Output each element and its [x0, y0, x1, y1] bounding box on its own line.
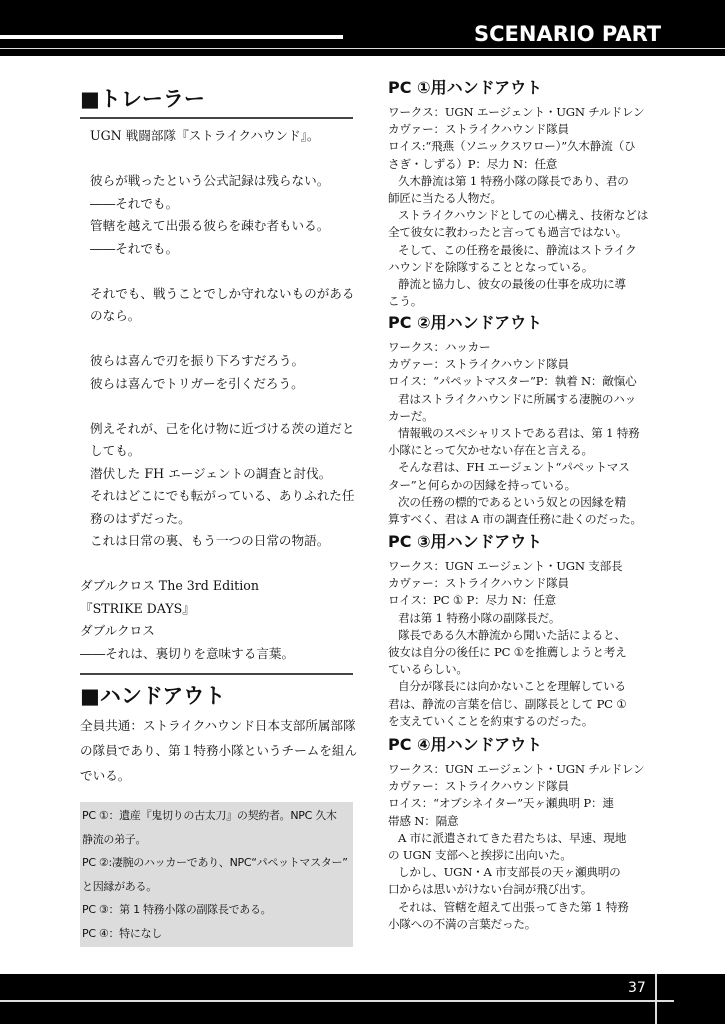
intro-line: 全員共通：ストライクハウンド日本支部所属部隊 [80, 718, 356, 733]
trailer-line: それはどこにでも転がっている、ありふれた任 [90, 488, 355, 503]
trailer-line: ダブルクロス [80, 623, 155, 638]
trailer-line: UGN 戦闘部隊『ストライクハウンド』。 [90, 128, 320, 143]
pc-handout-line: そんな君は、FH エージェント“パペットマス [398, 460, 630, 475]
trailer-line [80, 395, 353, 418]
pc-handout-line: ター”と何らかの因縁を持っている。 [388, 477, 577, 492]
pc-handout-line: ワークス：UGN エージェント・UGN 支部長 [388, 559, 623, 573]
trailer-line: 彼らは喜んで刃を振り下ろすだろう。 [90, 353, 305, 368]
pc-handout-line: を支えていくことを約束するのだった。 [388, 713, 594, 728]
trailer-line: しても。 [90, 443, 141, 458]
trailer-line: ――それは、裏切りを意味する言葉。 [80, 645, 295, 661]
pc-handout-line: 自分が隊長には向かないことを理解している [398, 679, 626, 694]
summary-line: PC ③：第 1 特務小隊の副隊長である。 [82, 903, 272, 916]
pc-handout-line: 情報戦のスペシャリストである君は、第 1 特務 [398, 426, 640, 441]
pc-handout-heading: PC ②用ハンドアウト [388, 313, 543, 332]
summary-line: と因縁がある。 [82, 879, 157, 893]
trailer-line: ダブルクロス The 3rd Edition [80, 578, 259, 593]
pc-handout-line: ロイス：PC ① P：尽力 N：任意 [388, 593, 556, 608]
intro-line: でいる。 [80, 768, 131, 783]
pc-handout-heading: PC ③用ハンドアウト [388, 532, 543, 551]
trailer-line: 潜伏した FH エージェントの調査と討伐。 [90, 465, 332, 481]
pc-handout-line: 算すべく、君は A 市の調査任務に赴くのだった。 [388, 512, 642, 527]
pc-handout-line: A 市に派遣されてきた君たちは、早速、現地 [398, 830, 627, 845]
trailer-line: 彼らが戦ったという公式記録は残らない。 [90, 173, 330, 188]
trailer-line: ――それでも。 [90, 240, 179, 256]
divider [80, 117, 353, 119]
trailer-line: 『STRIKE DAYS』 [80, 600, 195, 616]
pc-handout-line: ワークス：UGN エージェント・UGN チルドレン [388, 762, 645, 776]
pc-handout-line: ワークス：UGN エージェント・UGN チルドレン [388, 105, 645, 119]
page-footer [0, 974, 725, 1024]
pc-handout-line: の UGN 支部へと挨拶に出向いた。 [388, 848, 572, 863]
trailer-text [80, 125, 353, 665]
pc-handout-line: 口からは思いがけない台詞が飛び出す。 [388, 882, 593, 897]
pc-summary-box [80, 802, 353, 947]
pc-handout-line: 君は、静流の言葉を信じ、副隊長として PC ① [388, 696, 627, 711]
trailer-line [80, 553, 353, 576]
trailer-line: 彼らは喜んでトリガーを引くだろう。 [90, 375, 304, 391]
trailer-line [80, 260, 353, 283]
pc-handout-line: ストライクハウンドとしての心構え、技術などは [398, 208, 649, 223]
pc-handout-line: カヴァー：ストライクハウンド隊員 [388, 576, 569, 591]
pc-handout-line: 帯感 N：隔意 [388, 813, 459, 828]
summary-line: PC ②:凄腕のハッカーであり、NPC“パペットマスター” [82, 856, 348, 869]
pc-handout-line: 久木静流は第 1 特務小隊の隊長であり、君の [398, 173, 629, 188]
intro-line: の隊員であり、第１特務小隊というチームを組ん [80, 743, 358, 758]
pc-handout-line: カヴァー：ストライクハウンド隊員 [388, 357, 569, 372]
pc-handout-line: 君は第 1 特務小隊の副隊長だ。 [398, 610, 561, 625]
page-number: 37 [628, 980, 646, 996]
pc-handout-line: ロイス:“飛燕（ソニックスワロー）”久木静流（ひ [388, 139, 636, 154]
trailer-line [80, 328, 353, 351]
summary-line: PC ①：遺産『鬼切りの古太刀』の契約者。NPC 久木 [82, 809, 337, 822]
trailer-heading: ■トレーラー [80, 87, 205, 111]
pc-handout-line: 小隊への不満の言葉だった。 [388, 916, 537, 931]
left-column [80, 84, 358, 947]
pc-handout-line: 次の任務の標的であるという奴との因縁を精 [398, 494, 626, 509]
trailer-line: のなら。 [90, 308, 141, 323]
trailer-line: これは日常の裏、もう一つの日常の物語。 [90, 533, 330, 548]
trailer-line: ――それでも。 [90, 195, 179, 211]
pc-handout-line: ロイス：“パペットマスター”P：執着 N：敵愾心 [388, 374, 637, 389]
trailer-line: 務のはずだった。 [90, 510, 191, 526]
pc-handout-line: こう。 [388, 294, 423, 309]
pc-handout-line: 隊長である久木静流から聞いた話によると、 [398, 627, 626, 642]
pc-handout-line: 全て彼女に教わったと言っても過言ではない。 [388, 225, 628, 240]
section-title: SCENARIO PART [474, 22, 662, 46]
header-rule-thick [0, 35, 343, 39]
pc-handout-line: カヴァー：ストライクハウンド隊員 [388, 779, 569, 794]
footer-rule [0, 1000, 674, 1002]
pc-handout-line: しかし、UGN・A 市支部長の天ヶ瀬典明の [398, 865, 621, 880]
pc-handout-line: ワークス：ハッカー [388, 340, 491, 354]
handout-heading: ■ハンドアウト [80, 684, 226, 708]
pc-handout-line: さぎ・しずる）P：尽力 N：任意 [388, 156, 558, 171]
pc-handout-line: ているらしい。 [388, 662, 468, 677]
summary-line: PC ④：特になし [82, 926, 162, 940]
pc-handout-1 [388, 76, 648, 310]
trailer-line: 例えそれが、己を化け物に近づける茨の道だと [90, 420, 355, 436]
trailer-line [80, 148, 353, 171]
divider [80, 673, 353, 675]
summary-line: 静流の弟子。 [82, 832, 147, 846]
header-rule-thin [0, 48, 725, 49]
pc-handout-line: ロイス：“オブシネイター”天ヶ瀬典明 P：連 [388, 796, 614, 811]
footer-vertical-rule [655, 974, 657, 1024]
pc-handout-4 [388, 733, 644, 933]
page-header [0, 0, 725, 56]
trailer-line: それでも、戦うことでしか守れないものがある [90, 285, 355, 301]
pc-handout-line: カヴァー：ストライクハウンド隊員 [388, 122, 569, 137]
handout-intro [80, 713, 358, 788]
pc-handout-line: 君はストライクハウンドに所属する凄腕のハッ [398, 391, 636, 406]
pc-handout-line: カーだ。 [388, 408, 434, 423]
pc-handout-line: 静流と協力し、彼女の最後の仕事を成功に導 [398, 277, 626, 292]
pc-handout-2 [388, 311, 642, 528]
pc-handout-line: 彼女は自分の後任に PC ①を推薦しようと考え [388, 645, 627, 660]
pc-handout-heading: PC ①用ハンドアウト [388, 78, 543, 97]
pc-handout-line: ハウンドを除隊することとなっている。 [388, 259, 594, 274]
pc-handout-heading: PC ④用ハンドアウト [388, 735, 543, 754]
pc-handout-line: それは、管轄を超えて出張ってきた第 1 特務 [398, 899, 629, 914]
pc-handout-line: 小隊にとって欠かせない存在と言える。 [388, 443, 593, 458]
trailer-line: 管轄を越えて出張る彼らを疎む者もいる。 [90, 218, 330, 233]
pc-handout-line: 師匠に当たる人物だ。 [388, 191, 502, 206]
pc-handout-line: そして、この任務を最後に、静流はストライク [398, 242, 637, 257]
pc-handout-3 [388, 530, 627, 730]
